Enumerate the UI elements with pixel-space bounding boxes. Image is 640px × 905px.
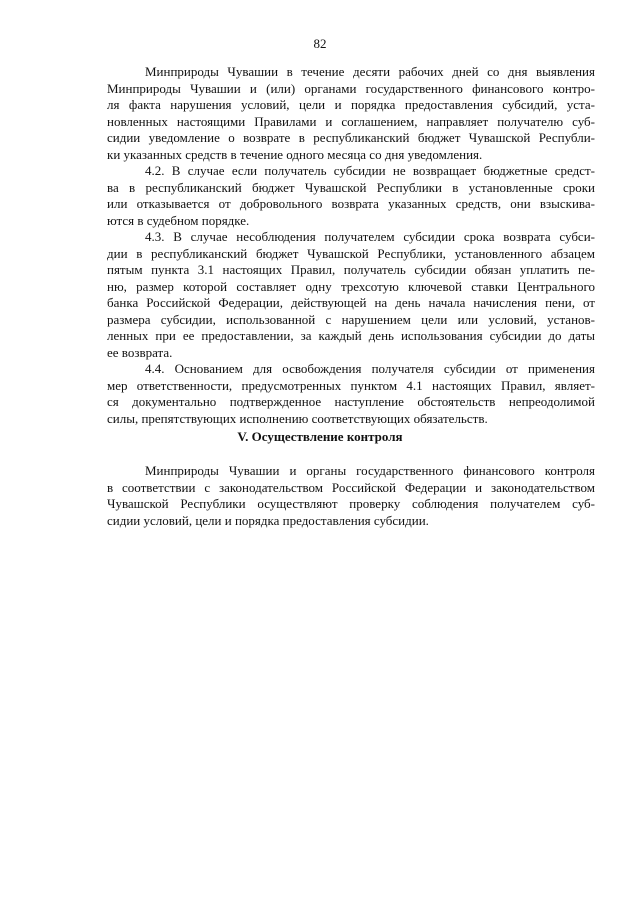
paragraph-line: Минприроды Чувашии в течение десяти рабочих дней со дня выявления <box>145 64 595 79</box>
page-number: 82 <box>313 36 327 51</box>
paragraph-line: силы, препятствующих исполнению соответствующих обязательств. <box>107 410 488 426</box>
paragraph-line: дии в республиканский бюджет Чувашской Республики, установленного абзацем <box>107 245 595 261</box>
paragraph-line: 4.3. В случае несоблюдения получателем субсидии срока возврата субси- <box>145 229 595 244</box>
paragraph-line: или отказывается от добровольного возврата указанных средств, они взыскива- <box>107 196 595 211</box>
paragraph-line: 4.4. Основанием для освобождения получателя субсидии от применения <box>145 361 595 376</box>
paragraph <box>107 361 595 427</box>
paragraph-line: Чувашской Республики осуществляют проверку соблюдения получателем суб- <box>107 496 595 511</box>
paragraph-line: ленных при ее предоставлении, за каждый день использования субсидии до даты <box>107 328 595 343</box>
paragraph-line: в соответствии с законодательством Российской Федерации и законодательством <box>107 479 595 495</box>
paragraph-line: ки указанных средств в течение одного месяца со дня уведомления. <box>107 146 483 162</box>
paragraph-line: пятым пункта 3.1 настоящих Правил, получатель субсидии обязан уплатить пе- <box>107 262 595 277</box>
paragraph-line: сидии уведомление о возврате в республиканский бюджет Чувашской Республи- <box>107 130 595 145</box>
section-heading: V. Осуществление контроля <box>237 429 403 444</box>
final-text-block <box>107 463 595 529</box>
paragraph-line: новленных настоящими Правилами и соглашением, направляет получателю суб- <box>107 113 595 129</box>
paragraph-line: ее возврата. <box>107 344 173 360</box>
paragraph-line: ва в республиканский бюджет Чувашской Республики в установленные сроки <box>107 179 595 195</box>
paragraph <box>107 163 595 229</box>
paragraph-line: сидии условий, цели и порядка предоставления субсидии. <box>107 512 429 528</box>
paragraph <box>107 463 595 529</box>
paragraph-line: 4.2. В случае если получатель субсидии не возвращает бюджетные средст- <box>145 163 595 178</box>
main-text-block <box>107 64 595 427</box>
paragraph-line: ню, размер которой составляет одну трехсотую ключевой ставки Центрального <box>107 278 595 294</box>
paragraph-line: Минприроды Чувашии и органы государственного финансового контроля <box>145 463 595 478</box>
paragraph-line: банка Российской Федерации, действующей на день начала начисления пени, от <box>107 295 595 310</box>
paragraph <box>107 64 595 163</box>
paragraph <box>107 229 595 361</box>
paragraph-line: Минприроды Чувашии и (или) органами государственного финансового контро- <box>107 80 595 96</box>
paragraph-line: мер ответственности, предусмотренных пунктом 4.1 настоящих Правил, являет- <box>107 377 595 393</box>
paragraph-line: размера субсидии, использованной с нарушением цели или условий, установ- <box>107 311 595 327</box>
paragraph-line: ля факта нарушения условий, цели и порядка предоставления субсидий, уста- <box>107 97 595 112</box>
paragraph-line: ся документально подтвержденное наступление обстоятельств непреодолимой <box>107 394 595 409</box>
paragraph-line: ются в судебном порядке. <box>107 212 250 228</box>
